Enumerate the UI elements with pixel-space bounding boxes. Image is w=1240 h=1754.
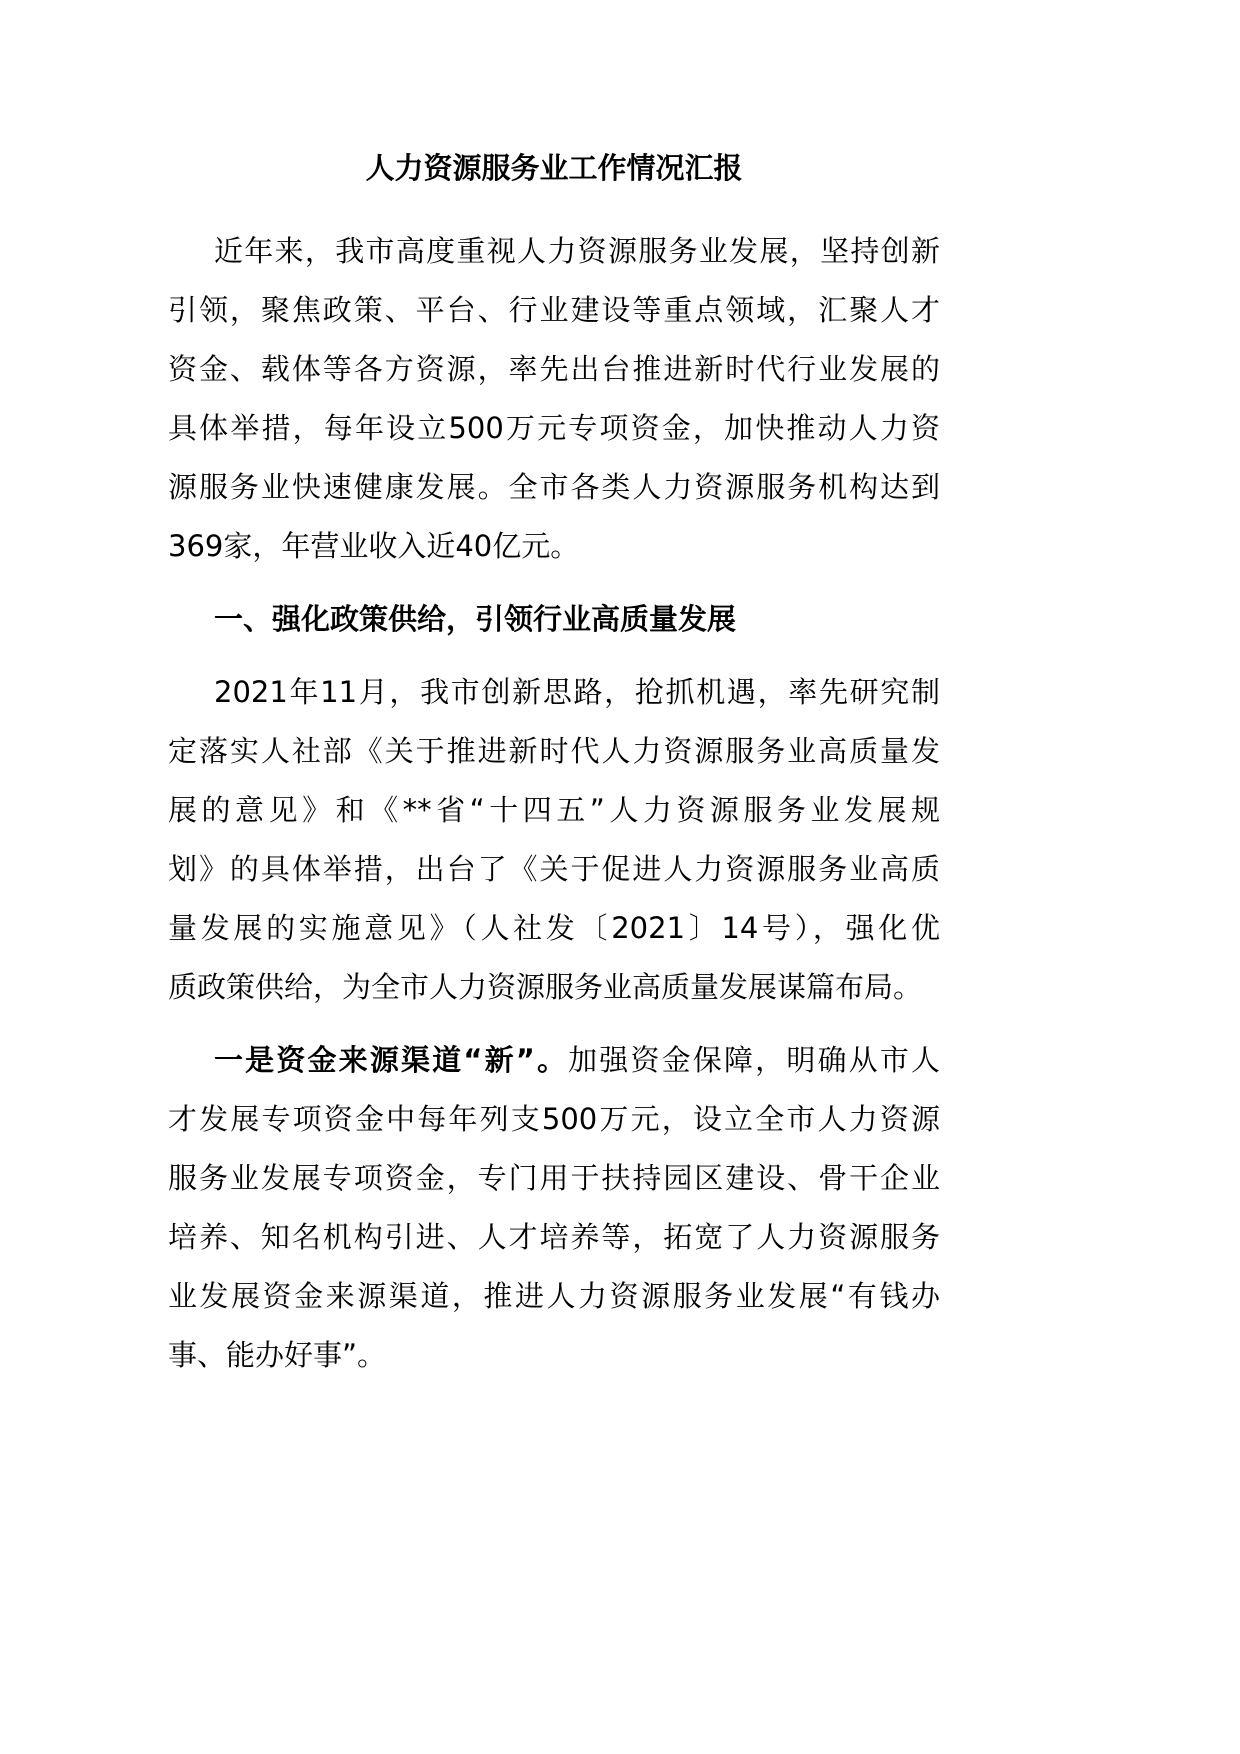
text-line: 服务业发展专项资金，专门用于扶持园区建设、骨干企业 [168, 1161, 940, 1195]
policy-paragraph [168, 663, 940, 1017]
text-line: 业发展资金来源渠道，推进人力资源服务业发展“有钱办 [168, 1279, 940, 1313]
document-body [168, 222, 940, 1385]
text-line: 培养、知名机构引进、人才培养等，拓宽了人力资源服务 [168, 1220, 940, 1254]
text-line: 2021年11月，我市创新思路，抢抓机遇，率先研究制 [214, 675, 940, 709]
text-line: 才发展专项资金中每年列支500万元，设立全市人力资源 [168, 1102, 940, 1136]
text-line: 资金、载体等各方资源，率先出台推进新时代行业发展的 [168, 352, 940, 386]
text-line: 具体举措，每年设立500万元专项资金，加快推动人力资 [168, 411, 940, 445]
document-title: 人力资源服务业工作情况汇报 [365, 151, 743, 185]
text-span: 加强资金保障，明确从市人 [568, 1043, 940, 1077]
text-line: 质政策供给，为全市人力资源服务业高质量发展谋篇布局。 [168, 970, 923, 1004]
text-line: 源服务业快速健康发展。全市各类人力资源服务机构达到 [168, 470, 940, 504]
text-line: 事、能办好事”。 [168, 1338, 387, 1372]
text-line: 展的意见》和《**省“十四五”人力资源服务业发展规 [168, 793, 940, 827]
text-line [168, 1031, 940, 1090]
text-line: 369家，年营业收入近40亿元。 [168, 529, 580, 563]
text-line: 引领，聚焦政策、平台、行业建设等重点领域，汇聚人才 [168, 293, 940, 327]
bold-lead: 一是资金来源渠道“新”。 [214, 1043, 569, 1077]
funding-paragraph [168, 1031, 940, 1385]
text-line: 量发展的实施意见》（人社发〔2021〕14号），强化优 [168, 911, 940, 945]
section-heading [168, 590, 940, 649]
intro-paragraph [168, 222, 940, 576]
heading-text: 一、强化政策供给，引领行业高质量发展 [214, 602, 737, 636]
text-line: 定落实人社部《关于推进新时代人力资源服务业高质量发 [168, 734, 940, 768]
text-line: 近年来，我市高度重视人力资源服务业发展，坚持创新 [214, 234, 940, 268]
text-line: 划》的具体举措，出台了《关于促进人力资源服务业高质 [168, 852, 940, 886]
